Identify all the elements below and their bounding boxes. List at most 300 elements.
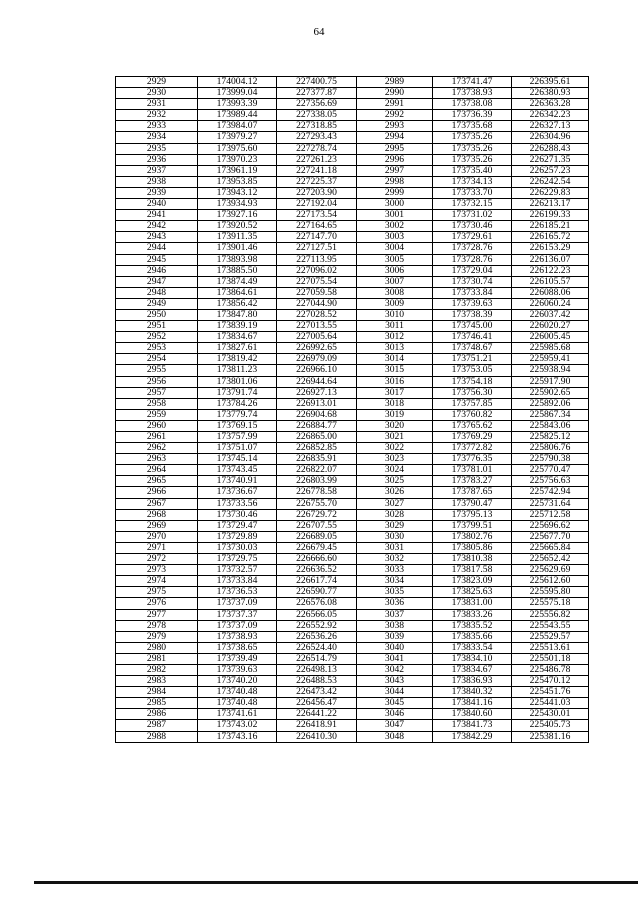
point-number-left-cell: 2977 [116, 609, 198, 620]
y-coordinate-right-cell: 225652.42 [512, 554, 589, 565]
x-coordinate-left-cell: 173743.02 [198, 720, 277, 731]
y-coordinate-right-cell: 225543.55 [512, 620, 589, 631]
point-number-left-cell: 2960 [116, 420, 198, 431]
point-number-left-cell: 2979 [116, 631, 198, 642]
point-number-right-cell: 3018 [357, 398, 433, 409]
table-row [116, 642, 589, 653]
point-number-left-cell: 2957 [116, 387, 198, 398]
point-number-right-cell: 3026 [357, 487, 433, 498]
x-coordinate-left-cell: 173733.56 [198, 498, 277, 509]
point-number-right-cell: 3003 [357, 232, 433, 243]
point-number-left-cell: 2956 [116, 376, 198, 387]
x-coordinate-right-cell: 173729.61 [433, 232, 512, 243]
y-coordinate-left-cell: 226755.70 [277, 498, 357, 509]
x-coordinate-right-cell: 173738.93 [433, 88, 512, 99]
x-coordinate-right-cell: 173751.21 [433, 354, 512, 365]
x-coordinate-right-cell: 173825.63 [433, 587, 512, 598]
x-coordinate-left-cell: 173745.14 [198, 454, 277, 465]
y-coordinate-left-cell: 226488.53 [277, 676, 357, 687]
y-coordinate-left-cell: 226803.99 [277, 476, 357, 487]
table-row [116, 487, 589, 498]
y-coordinate-right-cell: 225612.60 [512, 576, 589, 587]
x-coordinate-right-cell: 173745.00 [433, 321, 512, 332]
table-row [116, 221, 589, 232]
table-row [116, 676, 589, 687]
y-coordinate-right-cell: 225405.73 [512, 720, 589, 731]
point-number-left-cell: 2939 [116, 187, 198, 198]
y-coordinate-left-cell: 226852.85 [277, 443, 357, 454]
x-coordinate-right-cell: 173738.08 [433, 99, 512, 110]
y-coordinate-right-cell: 225430.01 [512, 709, 589, 720]
point-number-left-cell: 2961 [116, 432, 198, 443]
y-coordinate-right-cell: 225985.68 [512, 343, 589, 354]
y-coordinate-right-cell: 226395.61 [512, 77, 589, 88]
x-coordinate-right-cell: 173799.51 [433, 520, 512, 531]
point-number-right-cell: 3029 [357, 520, 433, 531]
table-row [116, 254, 589, 265]
y-coordinate-left-cell: 227096.02 [277, 265, 357, 276]
point-number-left-cell: 2962 [116, 443, 198, 454]
x-coordinate-right-cell: 173735.26 [433, 132, 512, 143]
y-coordinate-left-cell: 227173.54 [277, 210, 357, 221]
y-coordinate-right-cell: 225441.03 [512, 698, 589, 709]
y-coordinate-right-cell: 226380.93 [512, 88, 589, 99]
x-coordinate-right-cell: 173802.76 [433, 531, 512, 542]
x-coordinate-left-cell: 173737.09 [198, 620, 277, 631]
table-row [116, 720, 589, 731]
y-coordinate-left-cell: 226992.65 [277, 343, 357, 354]
x-coordinate-left-cell: 173737.37 [198, 609, 277, 620]
bottom-rule [34, 881, 638, 884]
y-coordinate-right-cell: 225451.76 [512, 687, 589, 698]
x-coordinate-left-cell: 173751.07 [198, 443, 277, 454]
x-coordinate-right-cell: 173831.00 [433, 598, 512, 609]
y-coordinate-left-cell: 227356.69 [277, 99, 357, 110]
point-number-right-cell: 3047 [357, 720, 433, 731]
y-coordinate-right-cell: 225892.06 [512, 398, 589, 409]
point-number-right-cell: 3021 [357, 432, 433, 443]
table-row [116, 542, 589, 553]
point-number-left-cell: 2949 [116, 298, 198, 309]
point-number-left-cell: 2951 [116, 321, 198, 332]
point-number-right-cell: 3016 [357, 376, 433, 387]
y-coordinate-left-cell: 227147.70 [277, 232, 357, 243]
x-coordinate-left-cell: 174004.12 [198, 77, 277, 88]
y-coordinate-right-cell: 225470.12 [512, 676, 589, 687]
x-coordinate-right-cell: 173735.40 [433, 165, 512, 176]
point-number-left-cell: 2974 [116, 576, 198, 587]
point-number-left-cell: 2981 [116, 653, 198, 664]
y-coordinate-right-cell: 225486.78 [512, 664, 589, 675]
table-row [116, 398, 589, 409]
y-coordinate-left-cell: 226617.74 [277, 576, 357, 587]
table-row [116, 265, 589, 276]
table-row [116, 287, 589, 298]
point-number-right-cell: 3031 [357, 542, 433, 553]
y-coordinate-right-cell: 225742.94 [512, 487, 589, 498]
coordinates-table [115, 76, 589, 743]
point-number-left-cell: 2964 [116, 465, 198, 476]
y-coordinate-left-cell: 226418.91 [277, 720, 357, 731]
x-coordinate-left-cell: 173779.74 [198, 409, 277, 420]
x-coordinate-right-cell: 173730.46 [433, 221, 512, 232]
y-coordinate-left-cell: 227113.95 [277, 254, 357, 265]
y-coordinate-left-cell: 227225.37 [277, 176, 357, 187]
y-coordinate-right-cell: 226327.13 [512, 121, 589, 132]
x-coordinate-right-cell: 173733.84 [433, 287, 512, 298]
point-number-right-cell: 3005 [357, 254, 433, 265]
y-coordinate-right-cell: 225731.64 [512, 498, 589, 509]
point-number-left-cell: 2973 [116, 565, 198, 576]
x-coordinate-left-cell: 173730.03 [198, 542, 277, 553]
y-coordinate-left-cell: 226944.64 [277, 376, 357, 387]
y-coordinate-right-cell: 226122.23 [512, 265, 589, 276]
y-coordinate-right-cell: 226153.29 [512, 243, 589, 254]
point-number-right-cell: 3035 [357, 587, 433, 598]
y-coordinate-left-cell: 226884.77 [277, 420, 357, 431]
x-coordinate-left-cell: 173901.46 [198, 243, 277, 254]
point-number-left-cell: 2966 [116, 487, 198, 498]
x-coordinate-right-cell: 173834.10 [433, 653, 512, 664]
table-row [116, 132, 589, 143]
y-coordinate-right-cell: 226242.54 [512, 176, 589, 187]
table-row [116, 332, 589, 343]
y-coordinate-right-cell: 226342.23 [512, 110, 589, 121]
table-row [116, 387, 589, 398]
x-coordinate-right-cell: 173781.01 [433, 465, 512, 476]
x-coordinate-left-cell: 173885.50 [198, 265, 277, 276]
x-coordinate-right-cell: 173772.82 [433, 443, 512, 454]
y-coordinate-left-cell: 226441.22 [277, 709, 357, 720]
y-coordinate-right-cell: 225902.65 [512, 387, 589, 398]
table-row [116, 99, 589, 110]
x-coordinate-right-cell: 173765.62 [433, 420, 512, 431]
y-coordinate-right-cell: 225959.41 [512, 354, 589, 365]
y-coordinate-right-cell: 226185.21 [512, 221, 589, 232]
table-row [116, 365, 589, 376]
point-number-left-cell: 2982 [116, 664, 198, 675]
table-row [116, 210, 589, 221]
y-coordinate-right-cell: 225825.12 [512, 432, 589, 443]
y-coordinate-right-cell: 225529.57 [512, 631, 589, 642]
x-coordinate-right-cell: 173841.73 [433, 720, 512, 731]
table-row [116, 609, 589, 620]
x-coordinate-left-cell: 173989.44 [198, 110, 277, 121]
y-coordinate-right-cell: 226213.17 [512, 199, 589, 210]
x-coordinate-left-cell: 173984.07 [198, 121, 277, 132]
x-coordinate-left-cell: 173993.39 [198, 99, 277, 110]
x-coordinate-left-cell: 173874.49 [198, 276, 277, 287]
x-coordinate-right-cell: 173756.30 [433, 387, 512, 398]
point-number-right-cell: 2997 [357, 165, 433, 176]
x-coordinate-left-cell: 173927.16 [198, 210, 277, 221]
x-coordinate-left-cell: 173801.06 [198, 376, 277, 387]
y-coordinate-left-cell: 226778.58 [277, 487, 357, 498]
y-coordinate-left-cell: 227278.74 [277, 143, 357, 154]
point-number-right-cell: 3013 [357, 343, 433, 354]
y-coordinate-left-cell: 226822.07 [277, 465, 357, 476]
y-coordinate-right-cell: 225696.62 [512, 520, 589, 531]
y-coordinate-left-cell: 226689.05 [277, 531, 357, 542]
point-number-right-cell: 3032 [357, 554, 433, 565]
y-coordinate-left-cell: 226590.77 [277, 587, 357, 598]
x-coordinate-left-cell: 173819.42 [198, 354, 277, 365]
point-number-left-cell: 2978 [116, 620, 198, 631]
table-row [116, 176, 589, 187]
x-coordinate-left-cell: 173791.74 [198, 387, 277, 398]
point-number-left-cell: 2944 [116, 243, 198, 254]
x-coordinate-left-cell: 173741.61 [198, 709, 277, 720]
table-row [116, 154, 589, 165]
point-number-right-cell: 3036 [357, 598, 433, 609]
table-row [116, 698, 589, 709]
y-coordinate-left-cell: 227203.90 [277, 187, 357, 198]
point-number-left-cell: 2986 [116, 709, 198, 720]
table-row [116, 664, 589, 675]
point-number-right-cell: 3010 [357, 309, 433, 320]
table-row [116, 731, 589, 742]
x-coordinate-left-cell: 173856.42 [198, 298, 277, 309]
point-number-right-cell: 3004 [357, 243, 433, 254]
table-row [116, 420, 589, 431]
y-coordinate-right-cell: 225595.80 [512, 587, 589, 598]
x-coordinate-left-cell: 173733.84 [198, 576, 277, 587]
y-coordinate-right-cell: 225938.94 [512, 365, 589, 376]
point-number-right-cell: 3017 [357, 387, 433, 398]
point-number-left-cell: 2937 [116, 165, 198, 176]
point-number-left-cell: 2950 [116, 309, 198, 320]
table-row [116, 276, 589, 287]
y-coordinate-left-cell: 227044.90 [277, 298, 357, 309]
table-row [116, 587, 589, 598]
x-coordinate-left-cell: 173943.12 [198, 187, 277, 198]
x-coordinate-right-cell: 173833.54 [433, 642, 512, 653]
point-number-left-cell: 2940 [116, 199, 198, 210]
x-coordinate-left-cell: 173911.35 [198, 232, 277, 243]
table-row [116, 565, 589, 576]
x-coordinate-right-cell: 173841.16 [433, 698, 512, 709]
table-row [116, 199, 589, 210]
y-coordinate-left-cell: 226524.40 [277, 642, 357, 653]
table-row [116, 432, 589, 443]
point-number-right-cell: 3006 [357, 265, 433, 276]
x-coordinate-left-cell: 173737.09 [198, 598, 277, 609]
x-coordinate-right-cell: 173834.67 [433, 664, 512, 675]
point-number-right-cell: 3039 [357, 631, 433, 642]
x-coordinate-left-cell: 173739.49 [198, 653, 277, 664]
point-number-right-cell: 3027 [357, 498, 433, 509]
y-coordinate-left-cell: 226566.05 [277, 609, 357, 620]
x-coordinate-right-cell: 173835.66 [433, 631, 512, 642]
y-coordinate-left-cell: 226552.92 [277, 620, 357, 631]
table-row [116, 77, 589, 88]
y-coordinate-right-cell: 225756.63 [512, 476, 589, 487]
table-row [116, 653, 589, 664]
y-coordinate-left-cell: 227400.75 [277, 77, 357, 88]
point-number-right-cell: 3000 [357, 199, 433, 210]
x-coordinate-left-cell: 173834.67 [198, 332, 277, 343]
point-number-right-cell: 3001 [357, 210, 433, 221]
y-coordinate-left-cell: 226966.10 [277, 365, 357, 376]
point-number-right-cell: 3007 [357, 276, 433, 287]
point-number-left-cell: 2942 [116, 221, 198, 232]
y-coordinate-right-cell: 225513.61 [512, 642, 589, 653]
y-coordinate-left-cell: 227059.58 [277, 287, 357, 298]
point-number-right-cell: 3014 [357, 354, 433, 365]
y-coordinate-right-cell: 226088.06 [512, 287, 589, 298]
table-row [116, 598, 589, 609]
x-coordinate-left-cell: 173740.91 [198, 476, 277, 487]
y-coordinate-left-cell: 226979.09 [277, 354, 357, 365]
table-row [116, 498, 589, 509]
table-row [116, 343, 589, 354]
point-number-right-cell: 2998 [357, 176, 433, 187]
point-number-right-cell: 3009 [357, 298, 433, 309]
y-coordinate-left-cell: 226679.45 [277, 542, 357, 553]
x-coordinate-right-cell: 173739.63 [433, 298, 512, 309]
point-number-left-cell: 2933 [116, 121, 198, 132]
point-number-left-cell: 2972 [116, 554, 198, 565]
x-coordinate-left-cell: 173999.04 [198, 88, 277, 99]
point-number-left-cell: 2929 [116, 77, 198, 88]
point-number-left-cell: 2943 [116, 232, 198, 243]
x-coordinate-right-cell: 173840.60 [433, 709, 512, 720]
point-number-left-cell: 2965 [116, 476, 198, 487]
point-number-right-cell: 3012 [357, 332, 433, 343]
y-coordinate-left-cell: 226927.13 [277, 387, 357, 398]
x-coordinate-right-cell: 173733.70 [433, 187, 512, 198]
x-coordinate-left-cell: 173743.45 [198, 465, 277, 476]
table-row [116, 709, 589, 720]
table-row [116, 409, 589, 420]
x-coordinate-left-cell: 173736.67 [198, 487, 277, 498]
y-coordinate-left-cell: 227127.51 [277, 243, 357, 254]
point-number-right-cell: 3038 [357, 620, 433, 631]
x-coordinate-left-cell: 173729.89 [198, 531, 277, 542]
table-row [116, 631, 589, 642]
y-coordinate-left-cell: 226498.13 [277, 664, 357, 675]
y-coordinate-left-cell: 227005.64 [277, 332, 357, 343]
y-coordinate-right-cell: 226020.27 [512, 321, 589, 332]
table-row [116, 687, 589, 698]
y-coordinate-right-cell: 226136.07 [512, 254, 589, 265]
y-coordinate-left-cell: 227013.55 [277, 321, 357, 332]
x-coordinate-right-cell: 173817.58 [433, 565, 512, 576]
table-row [116, 143, 589, 154]
y-coordinate-right-cell: 225843.06 [512, 420, 589, 431]
point-number-right-cell: 3045 [357, 698, 433, 709]
table-row [116, 298, 589, 309]
point-number-right-cell: 2992 [357, 110, 433, 121]
point-number-left-cell: 2932 [116, 110, 198, 121]
y-coordinate-left-cell: 227261.23 [277, 154, 357, 165]
point-number-left-cell: 2934 [116, 132, 198, 143]
table-row [116, 309, 589, 320]
y-coordinate-left-cell: 226865.00 [277, 432, 357, 443]
y-coordinate-right-cell: 225629.69 [512, 565, 589, 576]
point-number-left-cell: 2985 [116, 698, 198, 709]
y-coordinate-left-cell: 227164.65 [277, 221, 357, 232]
point-number-right-cell: 3025 [357, 476, 433, 487]
point-number-right-cell: 3028 [357, 509, 433, 520]
x-coordinate-left-cell: 173934.93 [198, 199, 277, 210]
point-number-right-cell: 3041 [357, 653, 433, 664]
y-coordinate-right-cell: 225712.58 [512, 509, 589, 520]
table-row [116, 620, 589, 631]
point-number-left-cell: 2969 [116, 520, 198, 531]
y-coordinate-right-cell: 225806.76 [512, 443, 589, 454]
point-number-right-cell: 3048 [357, 731, 433, 742]
x-coordinate-left-cell: 173975.60 [198, 143, 277, 154]
y-coordinate-right-cell: 226105.57 [512, 276, 589, 287]
point-number-right-cell: 3030 [357, 531, 433, 542]
x-coordinate-left-cell: 173740.48 [198, 698, 277, 709]
x-coordinate-left-cell: 173738.93 [198, 631, 277, 642]
point-number-right-cell: 3046 [357, 709, 433, 720]
point-number-right-cell: 3002 [357, 221, 433, 232]
point-number-right-cell: 3023 [357, 454, 433, 465]
point-number-right-cell: 2991 [357, 99, 433, 110]
point-number-left-cell: 2948 [116, 287, 198, 298]
x-coordinate-left-cell: 173757.99 [198, 432, 277, 443]
y-coordinate-left-cell: 226835.91 [277, 454, 357, 465]
x-coordinate-right-cell: 173760.82 [433, 409, 512, 420]
x-coordinate-left-cell: 173953.85 [198, 176, 277, 187]
x-coordinate-right-cell: 173810.38 [433, 554, 512, 565]
x-coordinate-left-cell: 173732.57 [198, 565, 277, 576]
x-coordinate-left-cell: 173893.98 [198, 254, 277, 265]
point-number-right-cell: 2994 [357, 132, 433, 143]
x-coordinate-left-cell: 173739.63 [198, 664, 277, 675]
x-coordinate-right-cell: 173735.26 [433, 154, 512, 165]
x-coordinate-right-cell: 173746.41 [433, 332, 512, 343]
y-coordinate-left-cell: 226410.30 [277, 731, 357, 742]
x-coordinate-left-cell: 173729.75 [198, 554, 277, 565]
y-coordinate-left-cell: 226473.42 [277, 687, 357, 698]
x-coordinate-left-cell: 173811.23 [198, 365, 277, 376]
x-coordinate-right-cell: 173729.04 [433, 265, 512, 276]
x-coordinate-right-cell: 173731.02 [433, 210, 512, 221]
point-number-left-cell: 2975 [116, 587, 198, 598]
point-number-right-cell: 3040 [357, 642, 433, 653]
point-number-left-cell: 2971 [116, 542, 198, 553]
y-coordinate-left-cell: 226514.79 [277, 653, 357, 664]
point-number-right-cell: 3024 [357, 465, 433, 476]
x-coordinate-right-cell: 173754.18 [433, 376, 512, 387]
x-coordinate-right-cell: 173795.13 [433, 509, 512, 520]
y-coordinate-right-cell: 226199.33 [512, 210, 589, 221]
y-coordinate-left-cell: 226913.01 [277, 398, 357, 409]
x-coordinate-right-cell: 173823.09 [433, 576, 512, 587]
point-number-left-cell: 2963 [116, 454, 198, 465]
y-coordinate-right-cell: 226304.96 [512, 132, 589, 143]
x-coordinate-right-cell: 173734.13 [433, 176, 512, 187]
table-row [116, 187, 589, 198]
y-coordinate-left-cell: 227192.04 [277, 199, 357, 210]
table-row [116, 376, 589, 387]
point-number-left-cell: 2958 [116, 398, 198, 409]
y-coordinate-left-cell: 226636.52 [277, 565, 357, 576]
point-number-right-cell: 3034 [357, 576, 433, 587]
x-coordinate-right-cell: 173757.85 [433, 398, 512, 409]
point-number-left-cell: 2959 [116, 409, 198, 420]
point-number-right-cell: 3022 [357, 443, 433, 454]
x-coordinate-right-cell: 173730.74 [433, 276, 512, 287]
y-coordinate-right-cell: 226288.43 [512, 143, 589, 154]
y-coordinate-right-cell: 225677.70 [512, 531, 589, 542]
point-number-right-cell: 2999 [357, 187, 433, 198]
y-coordinate-right-cell: 225665.84 [512, 542, 589, 553]
